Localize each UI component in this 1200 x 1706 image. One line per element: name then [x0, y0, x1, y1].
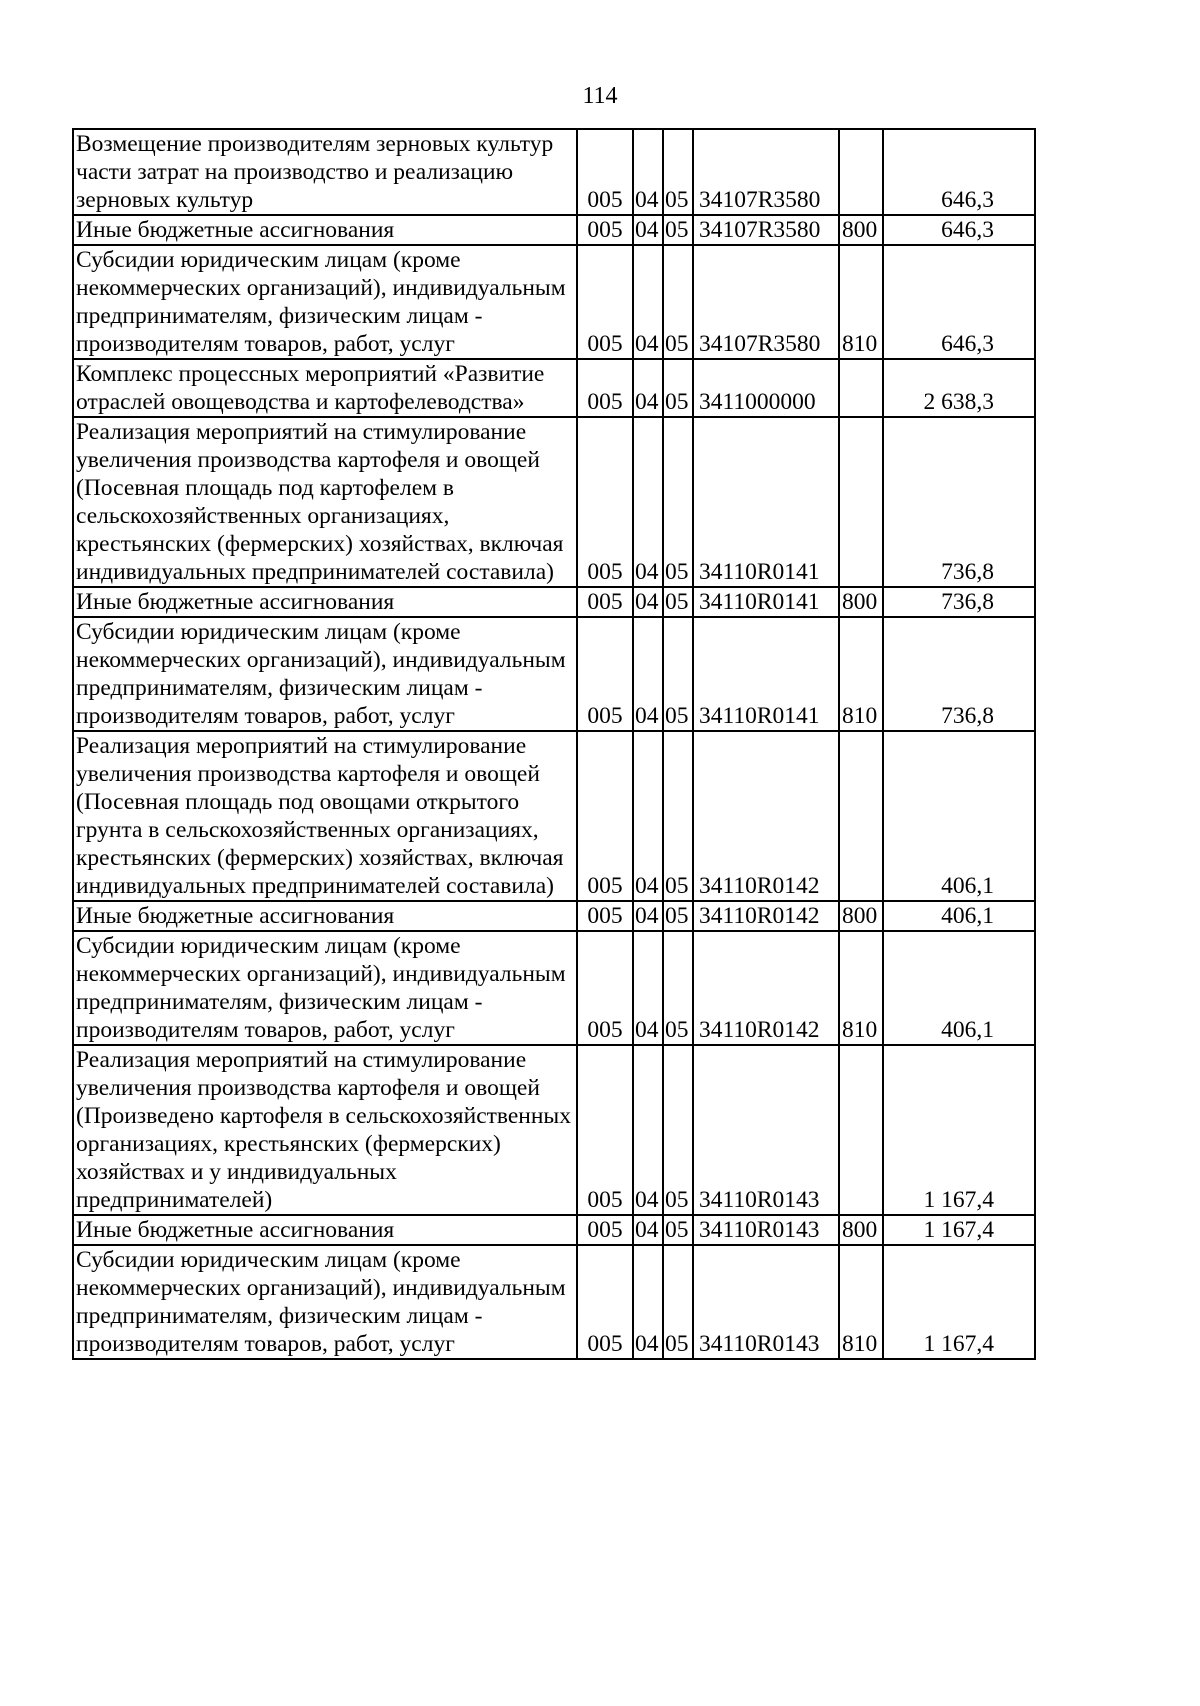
target-article-cell: 34110R0143 [693, 1215, 839, 1245]
page-number: 114 [582, 83, 618, 109]
subsection-code-cell: 05 [663, 1215, 693, 1245]
ved-code-cell: 005 [577, 901, 633, 931]
table-row [73, 901, 1035, 931]
ved-code-cell: 005 [577, 731, 633, 901]
row-name-cell: Иные бюджетные ассигнования [73, 1215, 577, 1245]
target-article-cell: 34107R3580 [693, 215, 839, 245]
amount-cell: 406,1 [883, 901, 1035, 931]
target-article-cell: 34110R0143 [693, 1045, 839, 1215]
expense-type-cell [839, 129, 883, 215]
expense-type-cell [839, 1045, 883, 1215]
row-name-cell: Возмещение производителям зерновых культур части затрат на производство и реализацию зерновых культур [73, 129, 577, 215]
section-code-cell: 04 [633, 1245, 663, 1359]
target-article-cell: 34110R0143 [693, 1245, 839, 1359]
table-row [73, 417, 1035, 587]
table-row [73, 245, 1035, 359]
expense-type-cell: 800 [839, 1215, 883, 1245]
amount-cell: 646,3 [883, 129, 1035, 215]
expense-type-cell [839, 417, 883, 587]
subsection-code-cell: 05 [663, 587, 693, 617]
row-name-cell: Реализация мероприятий на стимулирование увеличения производства картофеля и овощей (Произведено картофеля в сельскохозяйственных организациях, крестьянских (фермерских) хозяйствах и у индивидуальных предпринимателей) [73, 1045, 577, 1215]
table-row [73, 359, 1035, 417]
amount-cell: 1 167,4 [883, 1245, 1035, 1359]
target-article-cell: 34110R0142 [693, 731, 839, 901]
amount-cell: 406,1 [883, 931, 1035, 1045]
row-name-cell: Реализация мероприятий на стимулирование увеличения производства картофеля и овощей (Посевная площадь под картофелем в сельскохозяйственных организациях, крестьянских (фермерских) хозяйствах, включая индивидуальных предпринимателей составила) [73, 417, 577, 587]
ved-code-cell: 005 [577, 931, 633, 1045]
table-row [73, 1215, 1035, 1245]
expense-type-cell: 810 [839, 931, 883, 1045]
ved-code-cell: 005 [577, 1215, 633, 1245]
amount-cell: 736,8 [883, 617, 1035, 731]
row-name-cell: Субсидии юридическим лицам (кроме некоммерческих организаций), индивидуальным предпринимателям, физическим лицам - производителям товаров, работ, услуг [73, 1245, 577, 1359]
target-article-cell: 34110R0141 [693, 417, 839, 587]
amount-cell: 1 167,4 [883, 1215, 1035, 1245]
subsection-code-cell: 05 [663, 417, 693, 587]
expense-type-cell: 800 [839, 587, 883, 617]
amount-cell: 2 638,3 [883, 359, 1035, 417]
section-code-cell: 04 [633, 901, 663, 931]
section-code-cell: 04 [633, 1045, 663, 1215]
ved-code-cell: 005 [577, 617, 633, 731]
row-name-cell: Субсидии юридическим лицам (кроме некоммерческих организаций), индивидуальным предпринимателям, физическим лицам - производителям товаров, работ, услуг [73, 245, 577, 359]
table-row [73, 129, 1035, 215]
subsection-code-cell: 05 [663, 731, 693, 901]
expense-type-cell [839, 359, 883, 417]
section-code-cell: 04 [633, 931, 663, 1045]
target-article-cell: 34110R0142 [693, 931, 839, 1045]
expense-type-cell: 810 [839, 245, 883, 359]
expense-type-cell: 800 [839, 215, 883, 245]
ved-code-cell: 005 [577, 359, 633, 417]
subsection-code-cell: 05 [663, 901, 693, 931]
subsection-code-cell: 05 [663, 245, 693, 359]
target-article-cell: 34107R3580 [693, 245, 839, 359]
ved-code-cell: 005 [577, 417, 633, 587]
ved-code-cell: 005 [577, 245, 633, 359]
row-name-cell: Комплекс процессных мероприятий «Развитие отраслей овощеводства и картофелеводства» [73, 359, 577, 417]
target-article-cell: 34110R0141 [693, 587, 839, 617]
section-code-cell: 04 [633, 215, 663, 245]
table-body [73, 129, 1035, 1359]
table-row [73, 1045, 1035, 1215]
section-code-cell: 04 [633, 417, 663, 587]
amount-cell: 646,3 [883, 245, 1035, 359]
expense-type-cell [839, 731, 883, 901]
row-name-cell: Иные бюджетные ассигнования [73, 215, 577, 245]
subsection-code-cell: 05 [663, 1045, 693, 1215]
row-name-cell: Субсидии юридическим лицам (кроме некоммерческих организаций), индивидуальным предпринимателям, физическим лицам - производителям товаров, работ, услуг [73, 931, 577, 1045]
amount-cell: 736,8 [883, 587, 1035, 617]
subsection-code-cell: 05 [663, 1245, 693, 1359]
table-row [73, 731, 1035, 901]
subsection-code-cell: 05 [663, 931, 693, 1045]
section-code-cell: 04 [633, 587, 663, 617]
row-name-cell: Иные бюджетные ассигнования [73, 901, 577, 931]
subsection-code-cell: 05 [663, 129, 693, 215]
expense-type-cell: 810 [839, 1245, 883, 1359]
subsection-code-cell: 05 [663, 215, 693, 245]
subsection-code-cell: 05 [663, 359, 693, 417]
ved-code-cell: 005 [577, 215, 633, 245]
table-row [73, 617, 1035, 731]
section-code-cell: 04 [633, 731, 663, 901]
section-code-cell: 04 [633, 617, 663, 731]
amount-cell: 406,1 [883, 731, 1035, 901]
target-article-cell: 34110R0141 [693, 617, 839, 731]
amount-cell: 646,3 [883, 215, 1035, 245]
budget-table [72, 128, 1036, 1360]
ved-code-cell: 005 [577, 1245, 633, 1359]
ved-code-cell: 005 [577, 1045, 633, 1215]
row-name-cell: Иные бюджетные ассигнования [73, 587, 577, 617]
amount-cell: 1 167,4 [883, 1045, 1035, 1215]
table-row [73, 931, 1035, 1045]
table-row [73, 215, 1035, 245]
row-name-cell: Реализация мероприятий на стимулирование увеличения производства картофеля и овощей (Посевная площадь под овощами открытого грунта в сельскохозяйственных организациях, крестьянских (фермерских) хозяйствах, включая индивидуальных предпринимателей составила) [73, 731, 577, 901]
table-row [73, 587, 1035, 617]
subsection-code-cell: 05 [663, 617, 693, 731]
section-code-cell: 04 [633, 359, 663, 417]
target-article-cell: 34107R3580 [693, 129, 839, 215]
table-row [73, 1245, 1035, 1359]
amount-cell: 736,8 [883, 417, 1035, 587]
section-code-cell: 04 [633, 1215, 663, 1245]
ved-code-cell: 005 [577, 587, 633, 617]
section-code-cell: 04 [633, 129, 663, 215]
section-code-cell: 04 [633, 245, 663, 359]
ved-code-cell: 005 [577, 129, 633, 215]
expense-type-cell: 810 [839, 617, 883, 731]
target-article-cell: 34110R0142 [693, 901, 839, 931]
expense-type-cell: 800 [839, 901, 883, 931]
row-name-cell: Субсидии юридическим лицам (кроме некоммерческих организаций), индивидуальным предпринимателям, физическим лицам - производителям товаров, работ, услуг [73, 617, 577, 731]
target-article-cell: 3411000000 [693, 359, 839, 417]
